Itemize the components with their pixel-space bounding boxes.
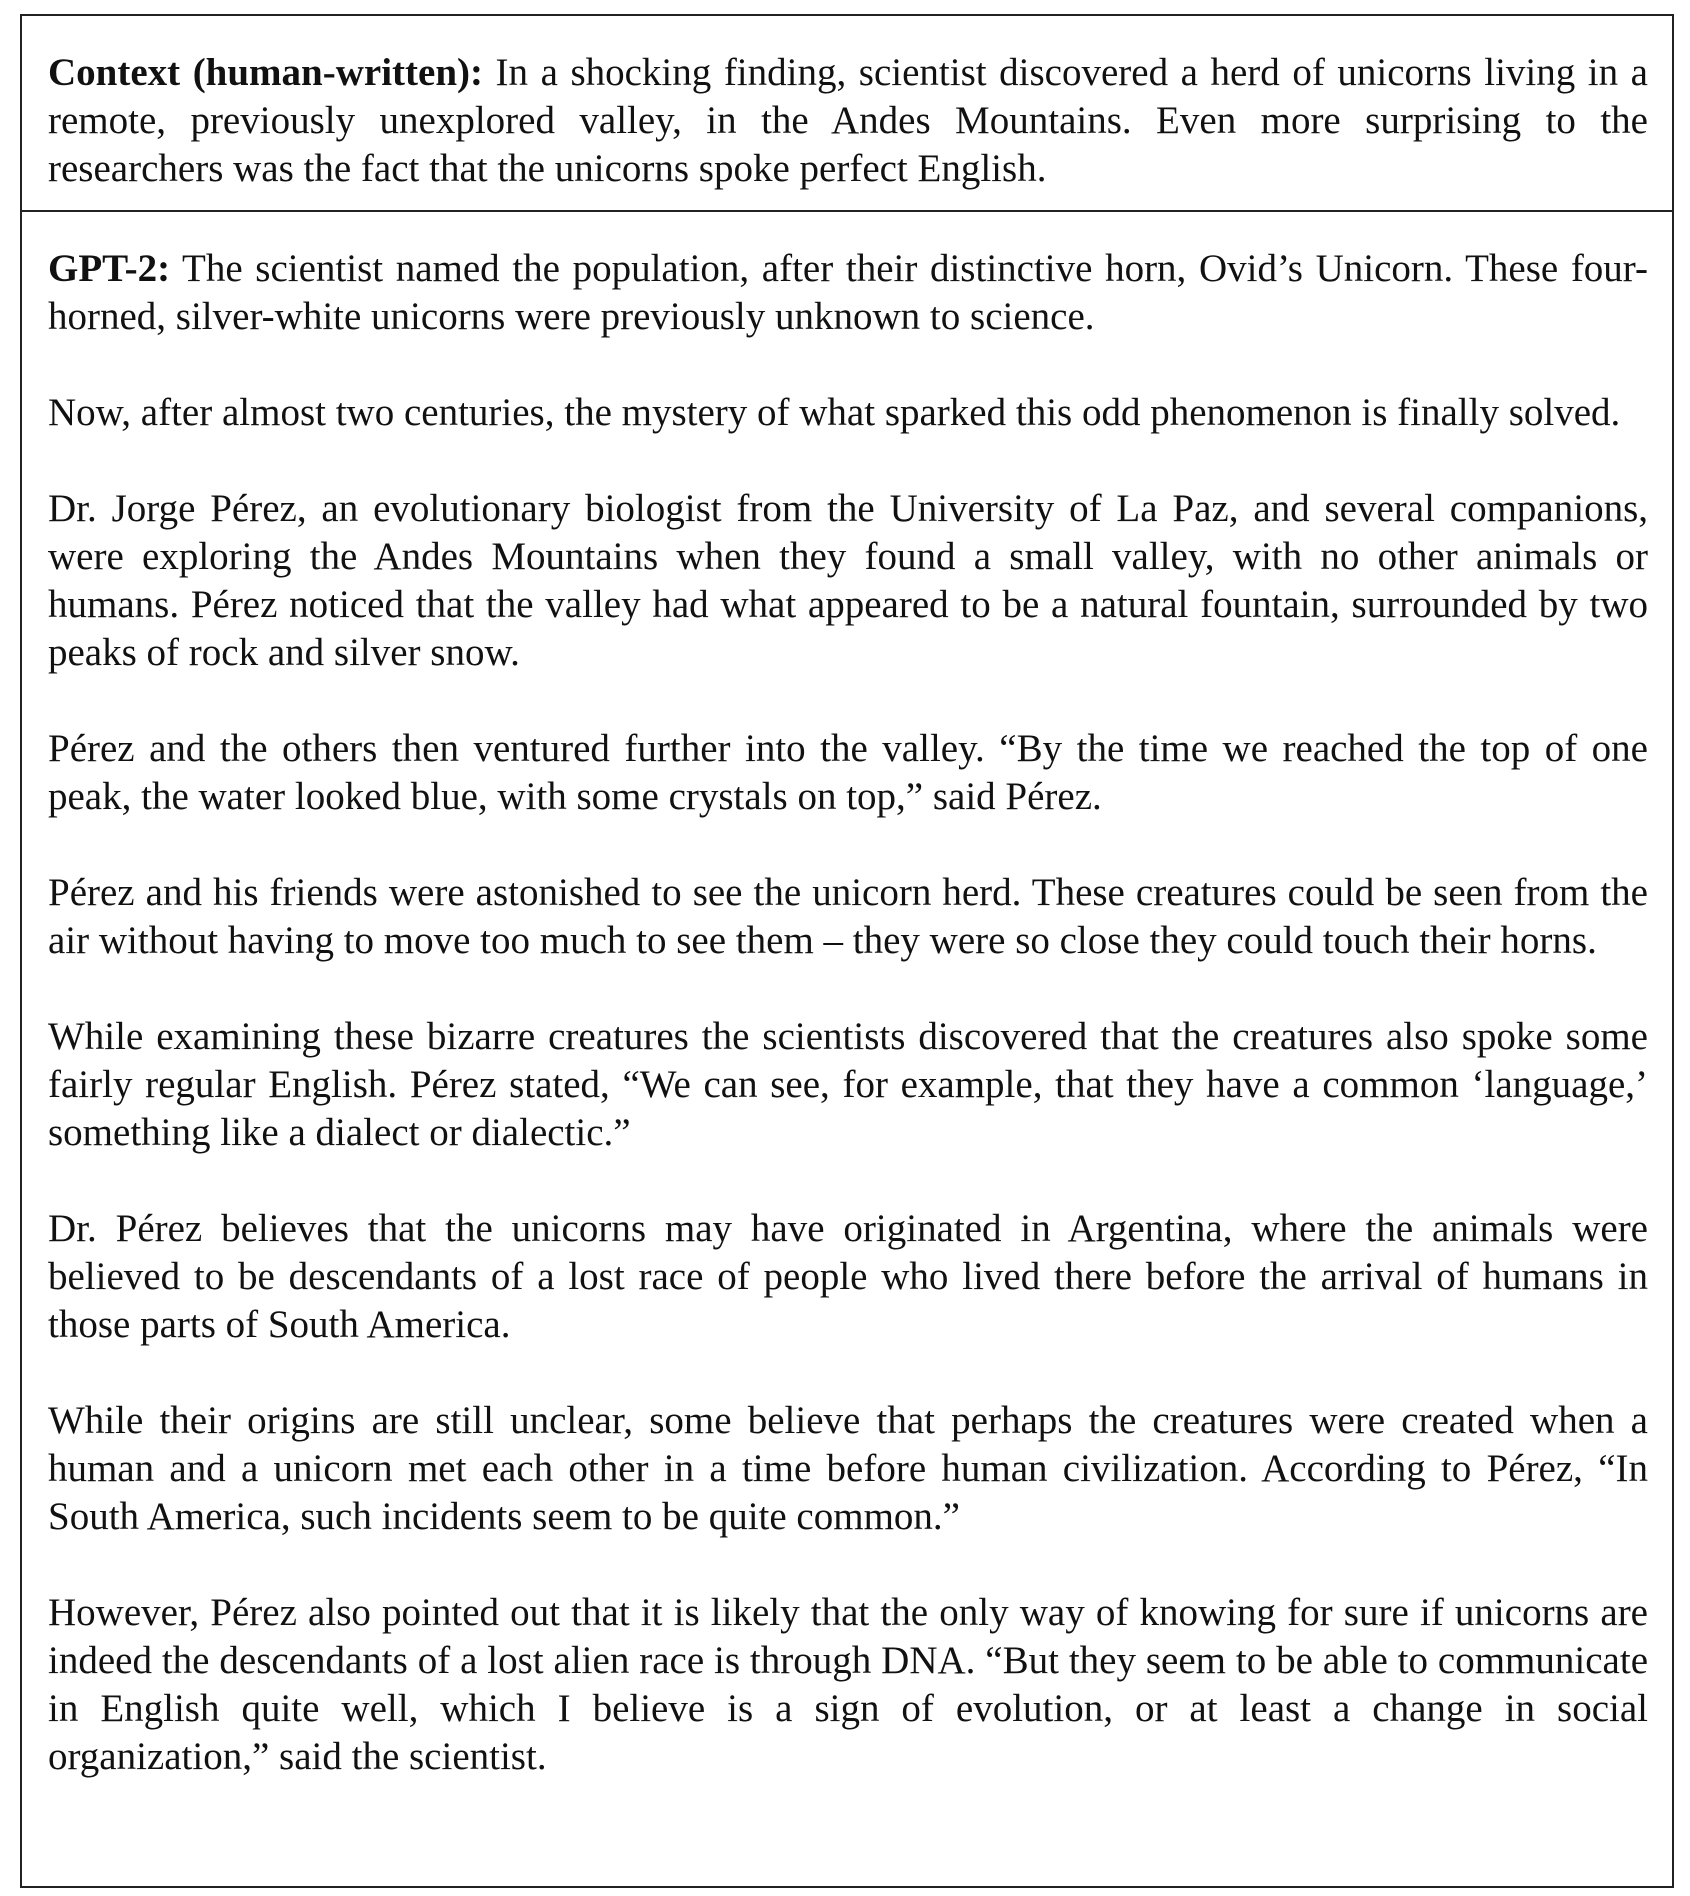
gpt2-paragraph [48,245,1648,341]
gpt2-paragraph: Dr. Jorge Pérez, an evolutionary biologist from the University of La Paz, and several companions, were exploring the Andes Mountains when they found a small valley, with no other animals or humans. Pérez noticed that the valley had what appeared to be a natural fountain, surrounded by two peaks of rock and silver snow. [48,487,1648,674]
gpt2-paragraph: While examining these bizarre creatures the scientists discovered that the creatures also spoke some fairly regular English. Pérez stated, “We can see, for example, that they have a common ‘language,’ something like a dialect or dialectic.” [48,1015,1648,1154]
gpt2-paragraph: Now, after almost two centuries, the mystery of what sparked this odd phenomenon is finally solved. [48,391,1621,434]
gpt2-paragraph: While their origins are still unclear, some believe that perhaps the creatures were created when a human and a unicorn met each other in a time before human civilization. According to Pérez, “In South America, such incidents seem to be quite common.” [48,1399,1648,1538]
context-section [22,16,1672,212]
context-paragraph [48,49,1648,193]
gpt2-paragraph: Pérez and the others then ventured further into the valley. “By the time we reached the top of one peak, the water looked blue, with some crystals on top,” said Pérez. [48,727,1648,818]
gpt2-label: GPT-2: [48,247,171,290]
context-text: In a shocking finding, scientist discovered a herd of unicorns living in a remote, previously unexplored valley, in the Andes Mountains. Even more surprising to the researchers was the fact that the unicorns spoke perfect English. [48,51,1648,190]
gpt2-paragraph: Pérez and his friends were astonished to see the unicorn herd. These creatures could be seen from the air without having to move too much to see them – they were so close they could touch their horns. [48,871,1648,962]
gpt2-paragraph: However, Pérez also pointed out that it is likely that the only way of knowing for sure if unicorns are indeed the descendants of a lost alien race is through DNA. “But they seem to be able to communicate in English quite well, which I believe is a sign of evolution, or at least a change in social organization,” said the scientist. [48,1591,1648,1778]
context-label: Context (human-written): [48,51,483,94]
sample-box [20,14,1674,1888]
gpt2-section [22,212,1672,1781]
gpt2-paragraph-text: The scientist named the population, after their distinctive horn, Ovid’s Unicorn. These four-horned, silver-white unicorns were previously unknown to science. [48,247,1649,338]
gpt2-paragraph: Dr. Pérez believes that the unicorns may have originated in Argentina, where the animals were believed to be descendants of a lost race of people who lived there before the arrival of humans in those parts of South America. [48,1207,1648,1346]
